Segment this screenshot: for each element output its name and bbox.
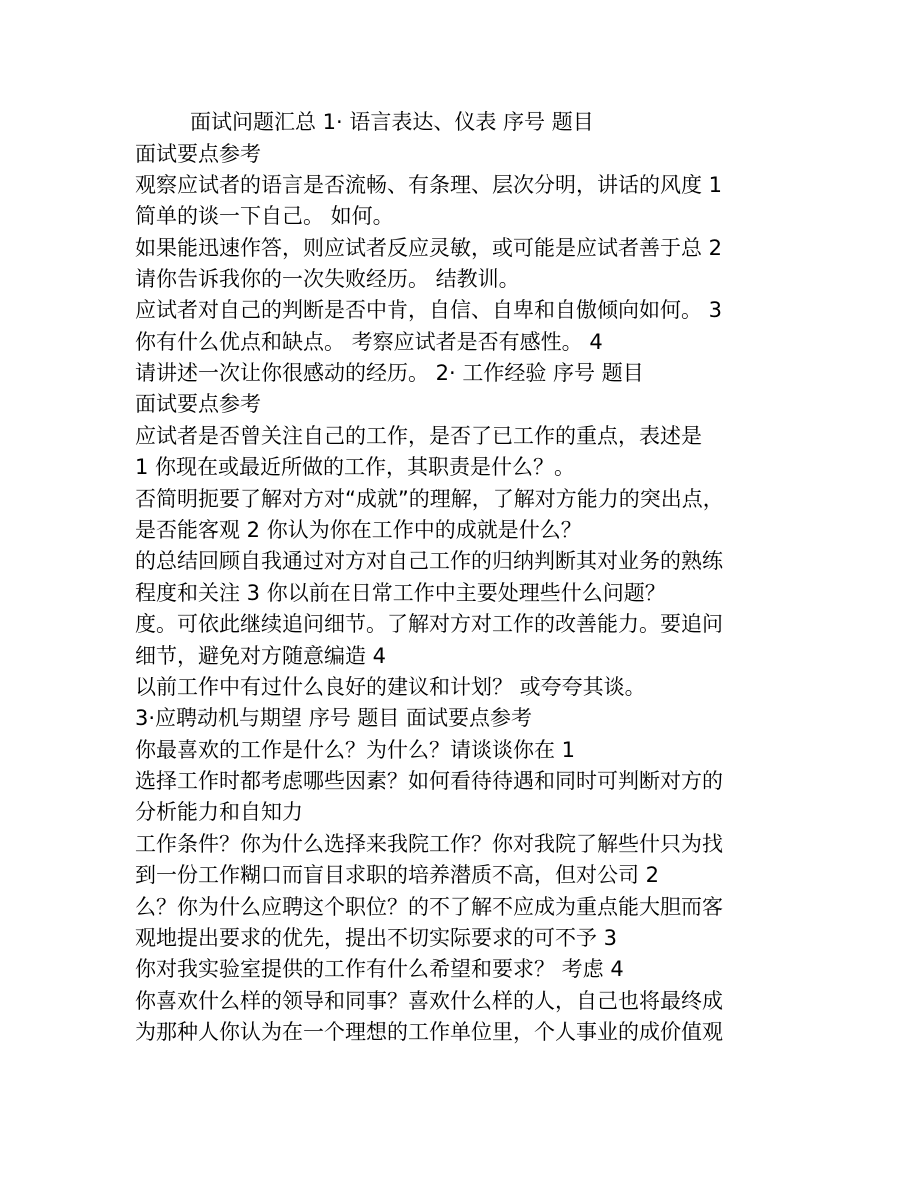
text-line: 到一份工作糊口而盲目求职的培养潜质不高，但对公司 2: [135, 863, 660, 887]
text-line: 分析能力和自知力: [135, 800, 303, 824]
text-line: 面试要点参考: [135, 392, 261, 416]
text-line: 1 你现在或最近所做的工作，其职责是什么？。: [135, 455, 576, 479]
text-line: 你对我实验室提供的工作有什么希望和要求？ 考虑 4: [135, 957, 624, 981]
text-line: 选择工作时都考虑哪些因素？如何看待待遇和同时可判断对方的: [135, 769, 723, 793]
text-line: 度。可依此继续追问细节。了解对方对工作的改善能力。要追问: [135, 612, 723, 636]
text-line: 请你告诉我你的一次失败经历。 结教训。: [135, 267, 520, 291]
text-line: 简单的谈一下自己。 如何。: [135, 204, 394, 228]
text-line: 为那种人你认为在一个理想的工作单位里，个人事业的成价值观: [135, 1020, 723, 1044]
text-line: 的总结回顾自我通过对方对自己工作的归纳判断其对业务的熟练: [135, 549, 723, 573]
text-line: 请讲述一次让你很感动的经历。 2· 工作经验 序号 题目: [135, 361, 644, 385]
text-line: 观察应试者的语言是否流畅、有条理、层次分明，讲话的风度 1: [135, 173, 723, 197]
text-line: 观地提出要求的优先，提出不切实际要求的可不予 3: [135, 926, 618, 950]
text-line: 应试者对自己的判断是否中肯，自信、自卑和自傲倾向如何。 3: [135, 298, 723, 322]
text-line: 么？你为什么应聘这个职位？的不了解不应成为重点能大胆而客: [135, 895, 723, 919]
text-line: 你有什么优点和缺点。 考察应试者是否有感性。 4: [135, 330, 603, 354]
text-line: 程度和关注 3 你以前在日常工作中主要处理些什么问题？: [135, 581, 666, 605]
document-title-line: 面试问题汇总 1· 语言表达、仪表 序号 题目: [190, 110, 594, 134]
text-line: 否简明扼要了解对方对“成就”的理解，了解对方能力的突出点，: [135, 487, 724, 511]
text-line: 面试要点参考: [135, 142, 261, 166]
text-line: 细节，避免对方随意编造 4: [135, 644, 387, 668]
text-line: 你喜欢什么样的领导和同事？喜欢什么样的人，自己也将最终成: [135, 989, 723, 1013]
text-line: 3·应聘动机与期望 序号 题目 面试要点参考: [135, 706, 533, 730]
text-line: 工作条件？你为什么选择来我院工作？你对我院了解些什只为找: [135, 832, 723, 856]
text-line: 应试者是否曾关注自己的工作，是否了已工作的重点，表述是: [135, 424, 702, 448]
text-line: 如果能迅速作答，则应试者反应灵敏，或可能是应试者善于总 2: [135, 236, 723, 260]
text-line: 是否能客观 2 你认为你在工作中的成就是什么？: [135, 518, 582, 542]
text-line: 你最喜欢的工作是什么？为什么？请谈谈你在 1: [135, 738, 576, 762]
text-line: 以前工作中有过什么良好的建议和计划？ 或夸夸其谈。: [135, 675, 646, 699]
